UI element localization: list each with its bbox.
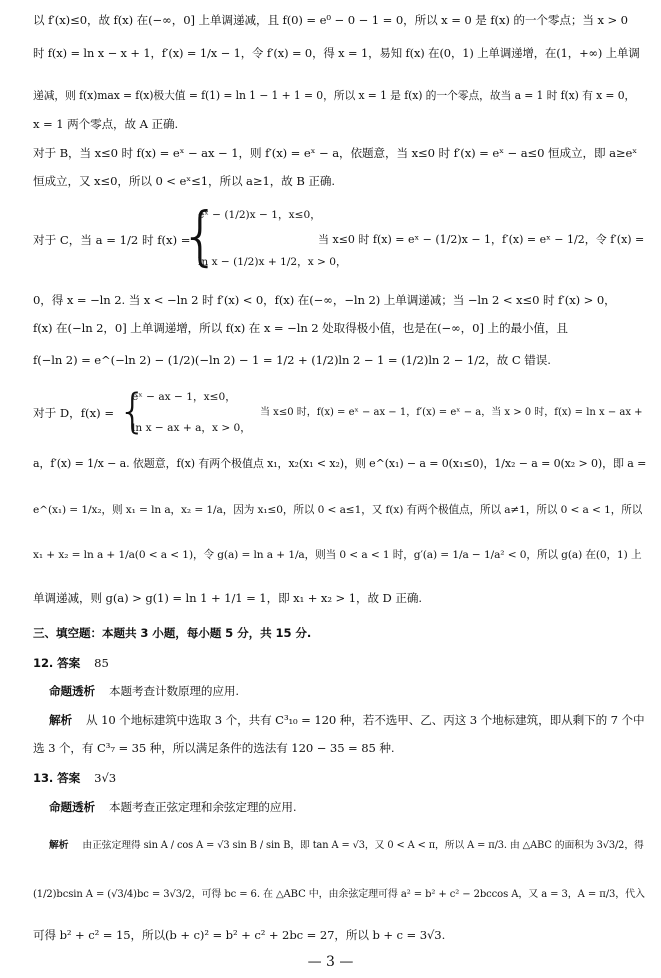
left-brace-icon: { bbox=[118, 384, 148, 438]
solution-text: 从 10 个地标建筑中选取 3 个，共有 C³₁₀ = 120 种，若不选甲、乙、丙这 3 个地标建筑，即从剩下的 7 个中 bbox=[86, 713, 645, 727]
text-line: 以 f′(x)≤0，故 f(x) 在(−∞，0] 上单调递减，且 f(0) = e⁰ − 0 − 1 = 0，所以 x = 0 是 f(x) 的一个零点；当 x > 0 bbox=[33, 13, 628, 27]
text-line: a，f′(x) = 1/x − a. 依题意，f(x) 有两个极值点 x₁，x₂(x₁ < x₂)，则 e^(x₁) − a = 0(x₁≤0)，1/x₂ − a = 0(x₂ > 0)，即 a = bbox=[33, 457, 647, 470]
text-line: 可得 b² + c² = 15，所以(b + c)² = b² + c² + 2bc = 27，所以 b + c = 3√3. bbox=[33, 928, 446, 942]
text-line: f(−ln 2) = e^(−ln 2) − (1/2)(−ln 2) − 1 = 1/2 + (1/2)ln 2 − 1 = (1/2)ln 2 − 1/2，故 C 错误. bbox=[33, 353, 551, 367]
q12-solution-line bbox=[49, 712, 645, 728]
text-line: x = 1 两个零点，故 A 正确. bbox=[33, 117, 179, 131]
case-d-tail: 当 x≤0 时，f(x) = eˣ − ax − 1，f′(x) = eˣ − a，当 x > 0 时，f(x) = ln x − ax + bbox=[260, 407, 643, 418]
case-c-tail: 当 x≤0 时 f(x) = eˣ − (1/2)x − 1，f′(x) = eˣ − 1/2，令 f′(x) = bbox=[318, 233, 644, 246]
solution-label: 解析 bbox=[49, 713, 72, 727]
text-line: 时 f(x) = ln x − x + 1，f′(x) = 1/x − 1，令 f′(x) = 0，得 x = 1，易知 f(x) 在(0，1) 上单调递增，在(1，+∞) 上单调 bbox=[33, 46, 640, 60]
text-line: 递减，则 f(x)max = f(x)极大值 = f(1) = ln 1 − 1 + 1 = 0，所以 x = 1 是 f(x) 的一个零点，故当 a = 1 时 f(x) 有 x = 0， bbox=[33, 89, 636, 102]
text-line: e^(x₁) = 1/x₂，则 x₁ = ln a，x₂ = 1/a，因为 x₁≤0，所以 0 < a≤1，又 f(x) 有两个极值点，所以 a≠1，所以 0 < a < 1，所以 bbox=[33, 504, 643, 516]
q13-analysis bbox=[49, 799, 645, 815]
q13-solution-line bbox=[49, 838, 645, 854]
text-line: 0，得 x = −ln 2. 当 x < −ln 2 时 f′(x) < 0，f(x) 在(−∞，−ln 2) 上单调递减；当 −ln 2 < x≤0 时 f′(x) > 0， bbox=[33, 293, 616, 307]
analysis-text: 本题考查正弦定理和余弦定理的应用. bbox=[108, 800, 297, 814]
text-line: x₁ + x₂ = ln a + 1/a(0 < a < 1)，令 g(a) = ln a + 1/a，则当 0 < a < 1 时，g′(a) = 1/a − 1/a² < 0，所以 g(a) 在(0，1) 上 bbox=[33, 549, 642, 561]
case-d-branch-2: ln x − ax + a，x > 0， bbox=[132, 422, 251, 434]
q12-answer bbox=[33, 655, 645, 671]
solution-label: 解析 bbox=[49, 840, 69, 851]
q13-answer bbox=[33, 770, 645, 786]
text-line: (1/2)bcsin A = (√3/4)bc = 3√3/2，可得 bc = 6. 在 △ABC 中，由余弦定理可得 a² = b² + c² − 2bccos A，又 a = 3，A = π/3，代入 bbox=[33, 889, 645, 900]
analysis-label: 命题透析 bbox=[49, 800, 95, 814]
answer-value: 3√3 bbox=[94, 771, 117, 785]
section-heading: 三、填空题：本题共 3 小题，每小题 5 分，共 15 分. bbox=[33, 626, 312, 640]
analysis-label: 命题透析 bbox=[49, 684, 95, 698]
left-brace-icon: { bbox=[180, 200, 221, 274]
page-number: — 3 — bbox=[307, 954, 354, 970]
text-line: 选 3 个，有 C³₇ = 35 种，所以满足条件的选法有 120 − 35 = 85 种. bbox=[33, 741, 395, 755]
text-line: 恒成立，又 x≤0，所以 0 < eˣ≤1，所以 a≥1，故 B 正确. bbox=[33, 174, 335, 188]
case-d-branch-1: eˣ − ax − 1，x≤0， bbox=[132, 391, 236, 403]
solution-text: 由正弦定理得 sin A / cos A = √3 sin B / sin B，即 tan A = √3，又 0 < A < π，所以 A = π/3. 由 △ABC 的面积为 3√3/2，得 bbox=[82, 840, 644, 851]
case-d-lead: 对于 D，f(x) = bbox=[33, 406, 115, 420]
case-c-branch-2: ln x − (1/2)x + 1/2，x > 0， bbox=[198, 256, 347, 268]
case-c-branch-1: eˣ − (1/2)x − 1，x≤0， bbox=[198, 209, 321, 221]
answer-label: 13. 答案 bbox=[33, 771, 81, 785]
q12-analysis bbox=[49, 683, 645, 699]
analysis-text: 本题考查计数原理的应用. bbox=[108, 684, 240, 698]
text-line: 对于 B，当 x≤0 时 f(x) = eˣ − ax − 1，则 f′(x) = eˣ − a，依题意，当 x≤0 时 f′(x) = eˣ − a≤0 恒成立，即 a≥eˣ bbox=[33, 146, 638, 160]
text-line: 单调递减，则 g(a) > g(1) = ln 1 + 1/1 = 1，即 x₁ + x₂ > 1，故 D 正确. bbox=[33, 591, 422, 605]
answer-label: 12. 答案 bbox=[33, 656, 81, 670]
case-c-lead: 对于 C，当 a = 1/2 时 f(x) = bbox=[33, 233, 191, 247]
text-line: f(x) 在(−ln 2，0] 上单调递增，所以 f(x) 在 x = −ln 2 处取得极小值，也是在(−∞，0] 上的最小值，且 bbox=[33, 321, 568, 335]
answer-value: 85 bbox=[94, 656, 109, 670]
